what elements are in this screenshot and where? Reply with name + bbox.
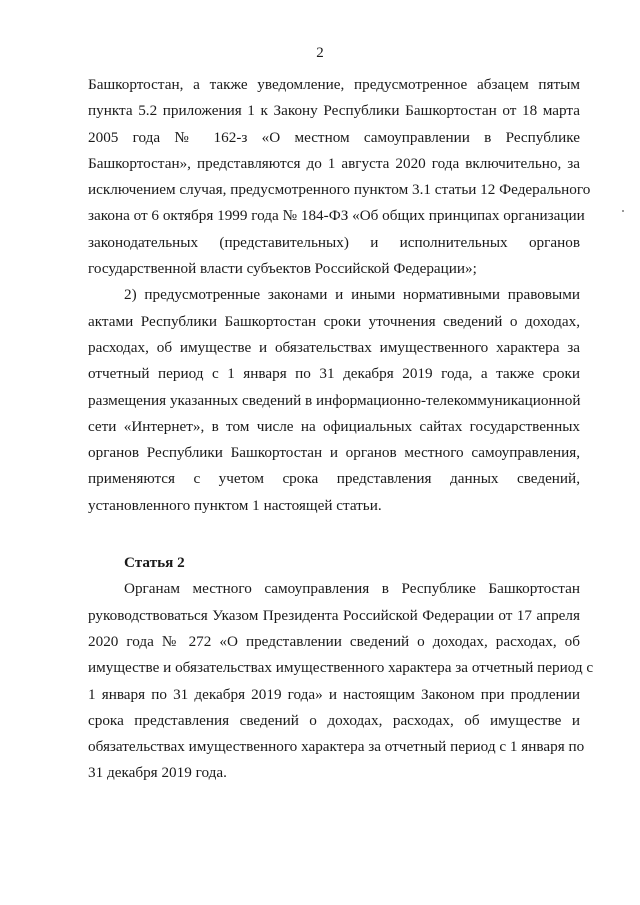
text-line: 2) предусмотренные законами и иными нормативными правовыми [124, 286, 580, 304]
text-line: 1 января по 31 декабря 2019 года» и настоящим Законом при продлении [88, 685, 580, 703]
text-line: Органам местного самоуправления в Республике Башкортостан [124, 580, 580, 598]
text-line: органов Республики Башкортостан и органов местного самоуправления, [88, 444, 580, 462]
text-line: установленного пунктом 1 настоящей статьи. [88, 496, 382, 514]
text-line: сети «Интернет», в том числе на официальных сайтах государственных [88, 417, 580, 435]
text-line: исключением случая, предусмотренного пунктом 3.1 статьи 12 Федерального [88, 181, 591, 199]
text-line: руководствоваться Указом Президента Российской Федерации от 17 апреля [88, 606, 580, 624]
text-line: 2020 года № 272 «О представлении сведений о доходах, расходах, об [88, 632, 580, 650]
text-line: размещения указанных сведений в информационно-телекоммуникационной [88, 391, 581, 409]
text-line: Башкортостан», представляются до 1 августа 2020 года включительно, за [88, 154, 580, 172]
text-line: актами Республики Башкортостан сроки уточнения сведений о доходах, [88, 312, 580, 330]
article-heading: Статья 2 [124, 554, 185, 572]
text-line: Башкортостан, а также уведомление, предусмотренное абзацем пятым [88, 76, 580, 93]
text-line: отчетный период с 1 января по 31 декабря 2019 года, а также сроки [88, 365, 580, 383]
paragraph-continuation [88, 72, 591, 282]
text-line: применяются с учетом срока представления данных сведений, [88, 470, 580, 488]
text-line: 2005 года № 162-з «О местном самоуправлении в Республике [88, 128, 580, 146]
paragraph-item-2 [88, 282, 580, 519]
text-line: государственной власти субъектов Российской Федерации»; [88, 260, 477, 278]
text-line: расходах, об имуществе и обязательствах имущественного характера за [88, 338, 580, 356]
page-number: 2 [316, 45, 324, 61]
text-line: срока представления сведений о доходах, расходах, об имуществе и [88, 711, 580, 729]
article-2-paragraph [88, 576, 594, 786]
text-line: законодательных (представительных) и исполнительных органов [88, 233, 580, 251]
text-line: 31 декабря 2019 года. [88, 764, 227, 782]
scan-speck [622, 210, 624, 212]
text-line: обязательствах имущественного характера за отчетный период с 1 января по [88, 738, 585, 756]
text-line: имуществе и обязательствах имущественного характера за отчетный период с [88, 659, 594, 677]
text-line: закона от 6 октября 1999 года № 184-ФЗ «Об общих принципах организации [88, 207, 585, 225]
document-body [88, 72, 594, 787]
section-gap [88, 519, 580, 550]
text-line: пункта 5.2 приложения 1 к Закону Республики Башкортостан от 18 марта [88, 102, 580, 120]
